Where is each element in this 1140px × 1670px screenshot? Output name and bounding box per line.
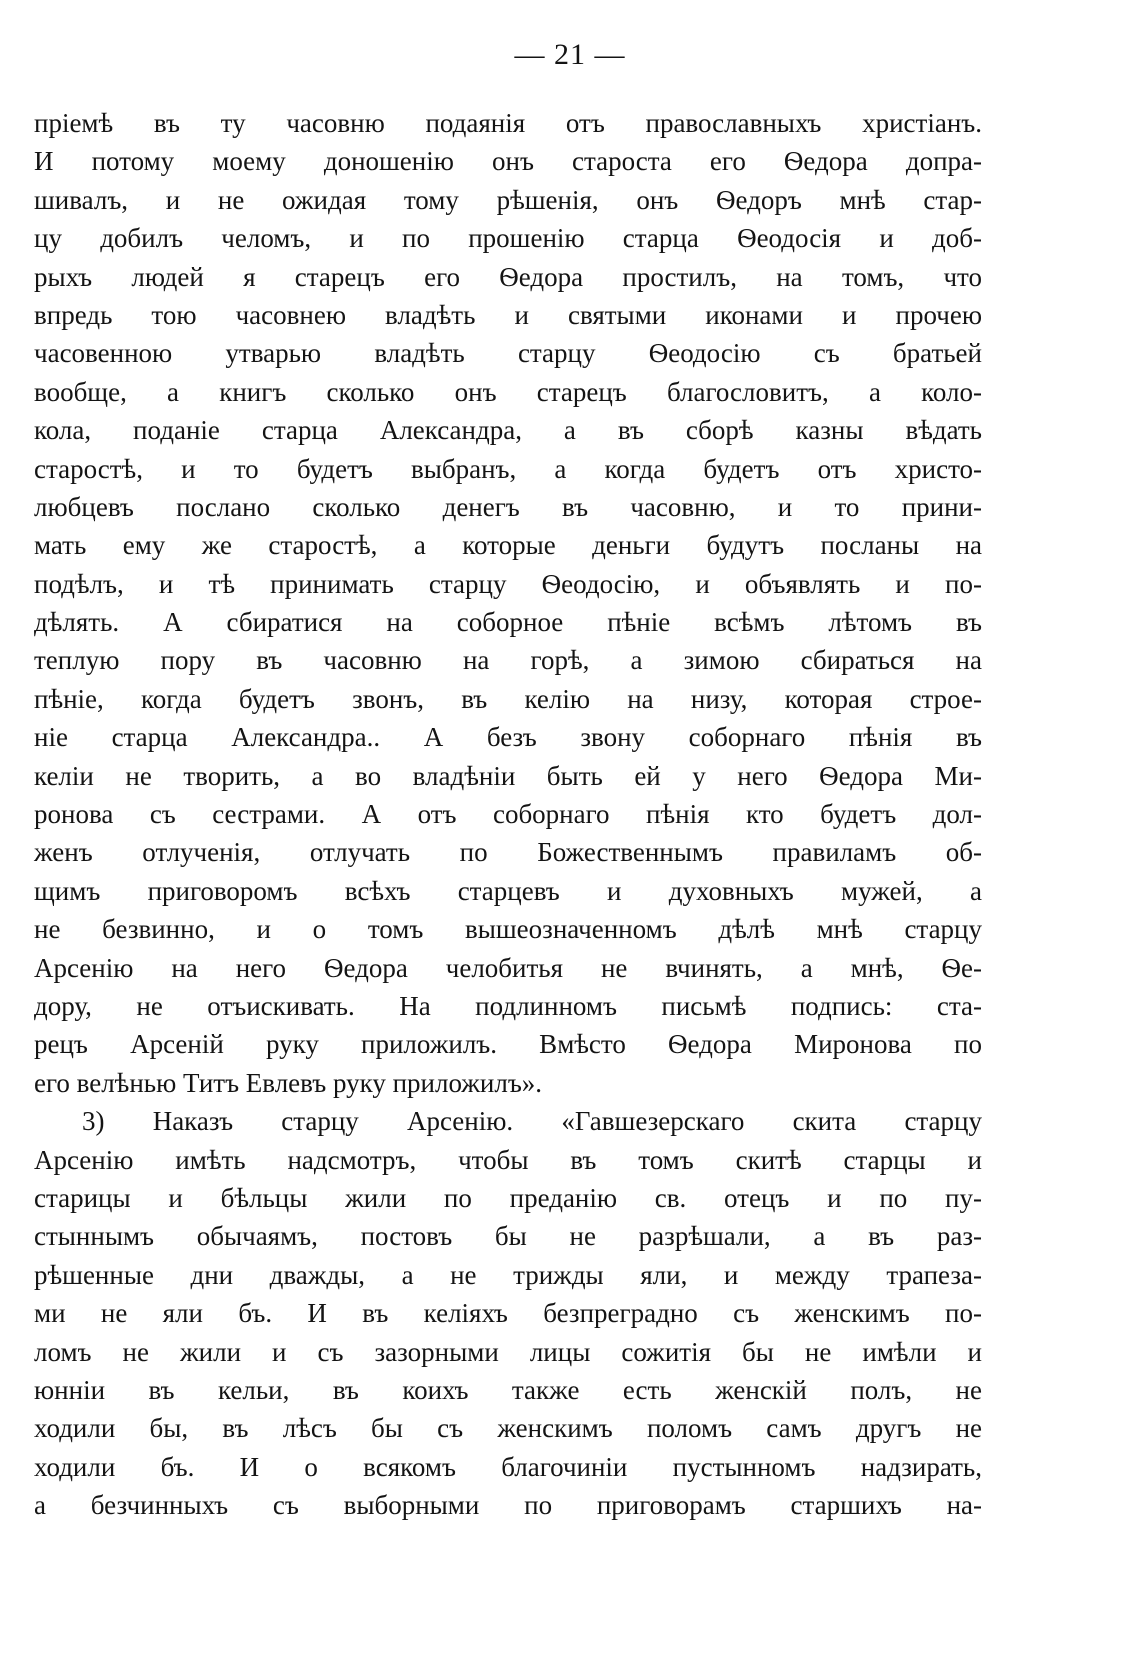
text-line: цу добилъ челомъ, и по прошенію старца Ѳеодосія и доб- xyxy=(34,223,982,254)
text-line: 3) Наказъ старцу Арсенію. «Гавшезерскаго скита старцу xyxy=(82,1106,982,1137)
text-line: мать ему же старостѣ, а которые деньги будутъ посланы на xyxy=(34,530,982,561)
text-line: келіи не творить, а во владѣніи быть ей у него Ѳедора Ми- xyxy=(34,760,982,791)
text-line: ми не яли бъ. И въ келіяхъ безпреградно съ женскимъ по- xyxy=(34,1298,982,1329)
text-line: подѣлъ, и тѣ принимать старцу Ѳеодосію, и объявлять и по- xyxy=(34,568,982,599)
text-line: ходили бъ. И о всякомъ благочиніи пустынномъ надзирать, xyxy=(34,1451,982,1482)
text-line: рецъ Арсеній руку приложилъ. Вмѣсто Ѳедора Миронова по xyxy=(34,1029,982,1060)
text-line: рыхъ людей я старецъ его Ѳедора простилъ, на томъ, что xyxy=(34,261,982,292)
text-line: старицы и бѣльцы жили по преданію св. отецъ и по пу- xyxy=(34,1182,982,1213)
text-line: теплую пору въ часовню на горѣ, а зимою сбираться на xyxy=(34,645,982,676)
text-line: рѣшенные дни дважды, а не трижды яли, и между трапеза- xyxy=(34,1259,982,1290)
text-line: старостѣ, и то будетъ выбранъ, а когда будетъ отъ христо- xyxy=(34,453,982,484)
text-line: И потому моему доношенію онъ староста его Ѳедора допра- xyxy=(34,146,982,177)
text-line: дору, не отъискивать. На подлинномъ письмѣ подпись: ста- xyxy=(34,990,982,1021)
text-line: Арсенію на него Ѳедора челобитья не вчинять, а мнѣ, Ѳе- xyxy=(34,952,982,983)
text-line: кола, поданіе старца Александра, а въ сборѣ казны вѣдать xyxy=(34,415,982,446)
text-line: пѣніе, когда будетъ звонъ, въ келію на низу, которая строе- xyxy=(34,683,982,714)
text-line: ніе старца Александра.. А безъ звону соборнаго пѣнія въ xyxy=(34,722,982,753)
text-line: дѣлять. А сбиратися на соборное пѣніе всѣмъ лѣтомъ въ xyxy=(34,607,982,638)
text-line: стыннымъ обычаямъ, постовъ бы не разрѣшали, а въ раз- xyxy=(34,1221,982,1252)
text-line: не безвинно, и о томъ вышеозначенномъ дѣлѣ мнѣ старцу xyxy=(34,914,982,945)
text-line: ходили бы, въ лѣсъ бы съ женскимъ поломъ самъ другъ не xyxy=(34,1413,982,1444)
text-line: юнніи въ кельи, въ коихъ также есть женскій полъ, не xyxy=(34,1374,982,1405)
text-line: часовенною утварью владѣть старцу Ѳеодосію съ братьей xyxy=(34,338,982,369)
text-line: женъ отлученія, отлучать по Божественнымъ правиламъ об- xyxy=(34,837,982,868)
text-line: шивалъ, и не ожидая тому рѣшенія, онъ Ѳедоръ мнѣ стар- xyxy=(34,184,982,215)
text-line: пріемѣ въ ту часовню подаянія отъ православныхъ христіанъ. xyxy=(34,108,982,138)
text-line: ломъ не жили и съ зазорными лицы сожитія бы не имѣли и xyxy=(34,1336,982,1367)
text-line: щимъ приговоромъ всѣхъ старцевъ и духовныхъ мужей, а xyxy=(34,875,982,906)
text-line: вообще, а книгъ сколько онъ старецъ благословитъ, а коло- xyxy=(34,376,982,407)
text-line: впредь тою часовнею владѣть и святыми иконами и прочею xyxy=(34,299,982,330)
body-text xyxy=(34,104,982,1524)
text-line: Арсенію имѣть надсмотръ, чтобы въ томъ скитѣ старцы и xyxy=(34,1144,982,1175)
page-number: — 21 — xyxy=(514,38,626,71)
text-line: его велѣнью Титъ Евлевъ руку приложилъ». xyxy=(34,1067,543,1098)
text-line: а безчинныхъ съ выборными по приговорамъ старшихъ на- xyxy=(34,1490,982,1521)
text-line: ронова съ сестрами. А отъ соборнаго пѣнія кто будетъ дол- xyxy=(34,799,982,830)
text-line: любцевъ послано сколько денегъ въ часовню, и то прини- xyxy=(34,491,982,522)
